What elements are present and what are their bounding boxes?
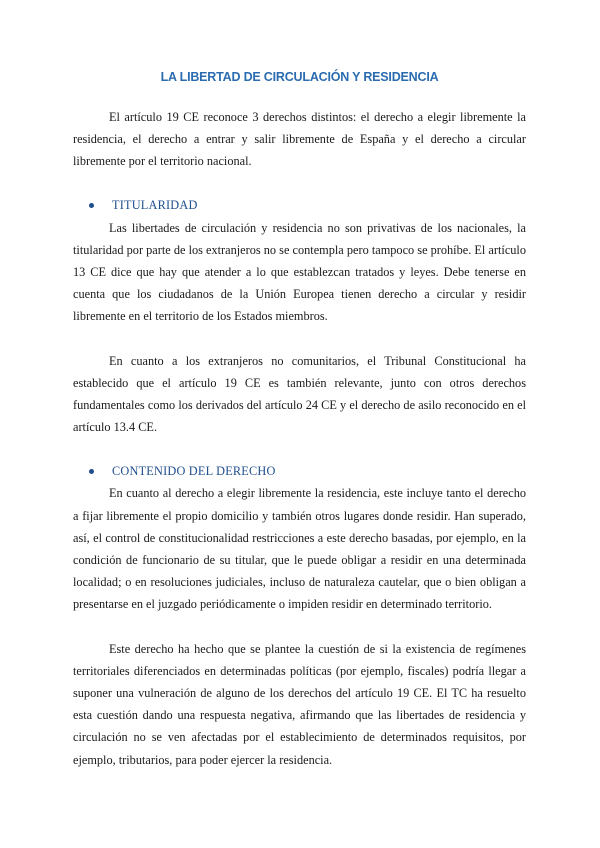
spacer bbox=[73, 173, 526, 195]
section-heading-label: CONTENIDO DEL DERECHO bbox=[112, 463, 276, 478]
page-title: LA LIBERTAD DE CIRCULACIÓN Y RESIDENCIA bbox=[160, 70, 439, 84]
paragraph: En cuanto a los extranjeros no comunitarios, el Tribunal Constitucional ha establecido que el artículo 19 CE es también relevante, junto con otros derechos fundamentales como los derivados del artículo 24 CE y el derecho de asilo reconocido en el artículo 13.4 CE. bbox=[73, 353, 526, 435]
paragraph: Las libertades de circulación y residencia no son privativas de los nacionales, la titularidad por parte de los extranjeros no se contempla pero tampoco se prohíbe. El artículo 13 CE dice que hay que atender a lo que establezcan tratados y leyes. Debe tenerse en cuenta que los ciudadanos de la Unión Europea tienen derecho a circular y residir libremente en el territorio de los Estados miembros. bbox=[73, 220, 526, 324]
spacer bbox=[73, 438, 526, 460]
paragraph: Este derecho ha hecho que se plantee la cuestión de si la existencia de regímenes territoriales diferenciados en determinadas políticas (por ejemplo, fiscales) podría llegar a suponer una vulneración de alguno de los derechos del artículo 19 CE. El TC ha resuelto esta cuestión dando una respuesta negativa, afirmando que las libertades de residencia y circulación no se ven afectadas por el establecimiento de determinados requisitos, por ejemplo, tributarios, para poder ejercer la residencia. bbox=[73, 641, 526, 767]
document-page bbox=[73, 70, 526, 771]
paragraph: En cuanto al derecho a elegir libremente la residencia, este incluye tanto el derecho a fijar libremente el propio domicilio y también otros lugares donde residir. Han superado, así, el control de constitucionalidad restricciones a este derecho basadas, por ejemplo, en la condición de funcionario de su titular, que le puede obligar a residir en una determinada localidad; o en resoluciones judiciales, incluso de naturaleza cautelar, que o bien obligan a presentarse en el juzgado periódicamente o impiden residir en determinado territorio. bbox=[73, 486, 526, 612]
section-heading-contenido bbox=[73, 460, 526, 482]
section-heading-titularidad bbox=[73, 195, 526, 217]
spacer bbox=[73, 328, 526, 350]
intro-paragraph: El artículo 19 CE reconoce 3 derechos distintos: el derecho a elegir libremente la residencia, el derecho a entrar y salir libremente de España y el derecho a circular libremente por el territorio nacional. bbox=[73, 110, 526, 169]
bullet-icon bbox=[89, 469, 94, 474]
spacer bbox=[73, 616, 526, 638]
bullet-icon bbox=[89, 203, 94, 208]
section-heading-label: TITULARIDAD bbox=[112, 198, 198, 213]
